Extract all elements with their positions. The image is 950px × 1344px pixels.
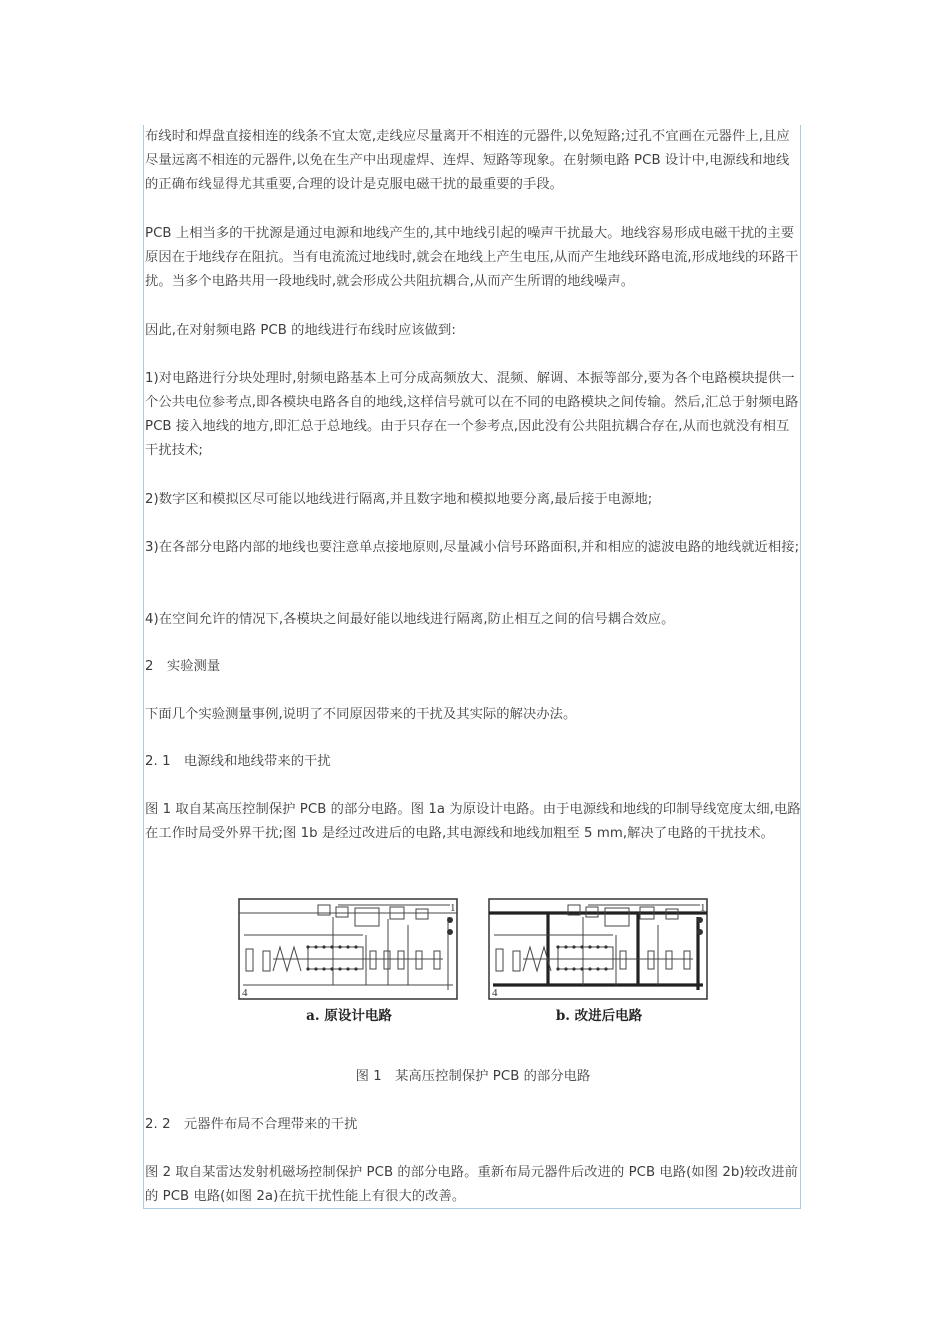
paragraph-7: 4)在空间允许的情况下,各模块之间最好能以地线进行隔离,防止相互之间的信号耦合效应。 xyxy=(145,612,675,627)
terminal-number-1: 1 xyxy=(700,902,706,914)
figure-label-b: b. 改进后电路 xyxy=(555,1008,643,1024)
paragraph-10: 图 2 取自某雷达发射机磁场控制保护 PCB 的部分电路。重新布局元器件后改进的 PCB 电路(如图 2b)较改进前的 PCB 电路(如图 2a)在抗干扰性能上有很大的改善。 xyxy=(145,1165,798,1204)
article-content xyxy=(143,125,801,1209)
paragraph-5: 2)数字区和模拟区尽可能以地线进行隔离,并且数字地和模拟地要分离,最后接于电源地; xyxy=(145,492,653,507)
paragraph-1: 布线时和焊盘直接相连的线条不宜太宽,走线应尽量离开不相连的元器件,以免短路;过孔不宜画在元器件上,且应尽量远离不相连的元器件,以免在生产中出现虚焊、连焊、短路等现象。在射频电路 PCB 设计中,电源线和地线的正确布线显得尤其重要,合理的设计是克服电磁干扰的最重要的手段。 xyxy=(145,129,790,192)
subsection-heading-2-1: 2. 1 电源线和地线带来的干扰 xyxy=(145,754,331,769)
paragraph-8: 下面几个实验测量事例,说明了不同原因带来的干扰及其实际的解决办法。 xyxy=(145,707,577,722)
paragraph-9: 图 1 取自某高压控制保护 PCB 的部分电路。图 1a 为原设计电路。由于电源线和地线的印制导线宽度太细,电路在工作时局受外界干扰;图 1b 是经过改进后的电路,其电源线和地线加粗至 5 mm,解决了电路的干扰技术。 xyxy=(145,802,801,841)
figure-1 xyxy=(238,895,718,1035)
figure-label-a: a. 原设计电路 xyxy=(306,1008,392,1024)
terminal-number-1: 1 xyxy=(450,902,456,914)
circuit-diagram-b xyxy=(488,895,710,1003)
section-heading-2: 2 实验测量 xyxy=(145,659,221,674)
paragraph-3: 因此,在对射频电路 PCB 的地线进行布线时应该做到: xyxy=(145,323,456,338)
terminal-number-4: 4 xyxy=(242,987,248,999)
terminal-number-4: 4 xyxy=(492,987,498,999)
subsection-heading-2-2: 2. 2 元器件布局不合理带来的干扰 xyxy=(145,1117,358,1132)
paragraph-2: PCB 上相当多的干扰源是通过电源和地线产生的,其中地线引起的噪声干扰最大。地线容易形成电磁干扰的主要原因在于地线存在阻抗。当有电流流过地线时,就会在地线上产生电压,从而产生地线环路电流,形成地线的环路干扰。当多个电路共用一段地线时,就会形成公共阻抗耦合,从而产生所谓的地线噪声。 xyxy=(145,226,799,289)
paragraph-4: 1)对电路进行分块处理时,射频电路基本上可分成高频放大、混频、解调、本振等部分,要为各个电路模块提供一个公共电位参考点,即各模块电路各自的地线,这样信号就可以在不同的电路模块之间传输。然后,汇总于射频电路 PCB 接入地线的地方,即汇总于总地线。由于只存在一个参考点,因此没有公共阻抗耦合存在,从而也就没有相互干扰技术; xyxy=(145,371,799,458)
paragraph-6: 3)在各部分电路内部的地线也要注意单点接地原则,尽量减小信号环路面积,并和相应的滤波电路的地线就近相接; xyxy=(145,540,800,555)
circuit-diagram-a xyxy=(238,895,460,1003)
figure-caption: 图 1 某高压控制保护 PCB 的部分电路 xyxy=(355,1069,591,1084)
